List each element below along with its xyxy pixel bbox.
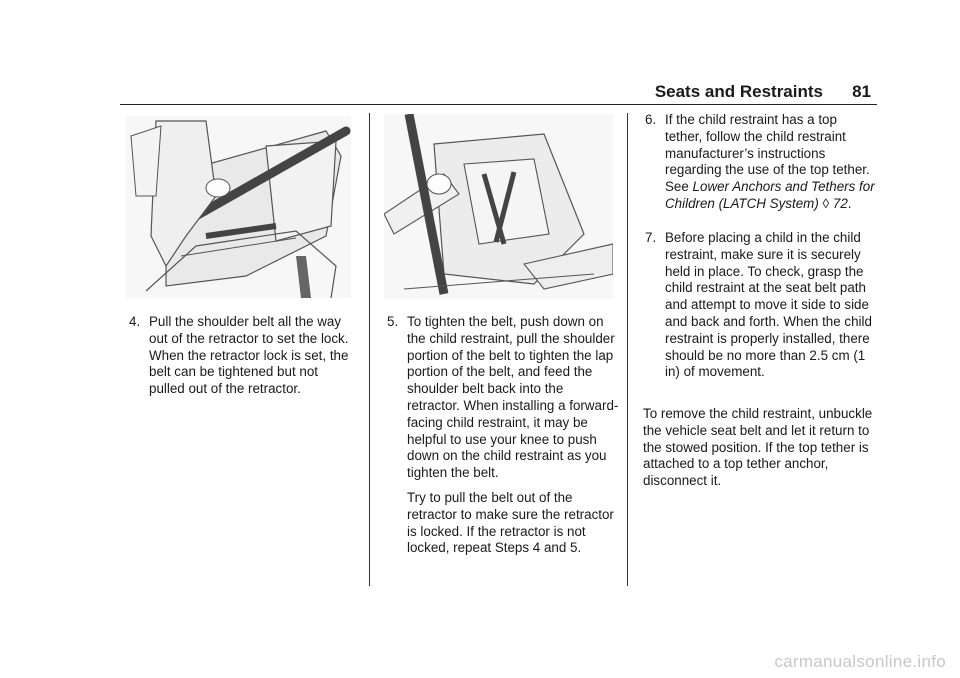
step-6: [645, 112, 877, 213]
step-4: [129, 314, 354, 398]
step-6-text-before: If the child restraint has a top tether, follow the child restraint manufacturer’s instructions regarding the use of the top tether. See: [665, 112, 870, 195]
page-header: [120, 76, 877, 105]
step-number: 4.: [129, 314, 141, 329]
step-5: [387, 314, 619, 482]
watermark: carmanualsonline.info: [774, 652, 946, 671]
step-text: Before placing a child in the child restraint, make sure it is securely held in place. To check, grasp the child restraint at the seat belt path and attempt to move it side to side and back and forth. When the child restraint is properly installed, there should be no more than 2.5 cm (1 in) of movement.: [665, 230, 872, 380]
column-divider-2: [627, 113, 628, 586]
illustration-shoulder-belt-pull: [126, 116, 351, 298]
ref-page[interactable]: 72: [832, 195, 848, 211]
removal-paragraph: To remove the child restraint, unbuckle the vehicle seat belt and let it return to the stowed position. If the top tether is attached to a top tether anchor, disconnect it.: [643, 406, 873, 489]
step-number: 6.: [645, 112, 657, 127]
page-number: 81: [852, 82, 871, 101]
step-number: 7.: [645, 230, 657, 245]
section-title: Seats and Restraints: [654, 82, 823, 101]
step-text: [665, 112, 877, 213]
column-divider-1: [369, 113, 370, 586]
step-text: To tighten the belt, push down on the child restraint, pull the shoulder portion of the belt to tighten the lap portion of the belt, and feed the shoulder belt back into the retractor. When installing a forward-facing child restraint, it may be helpful to use your knee to push down on the child restraint as you tighten the belt.: [407, 314, 619, 481]
step-text: Pull the shoulder belt all the way out of the retractor to set the lock. When the retractor lock is set, the belt can be tightened but not pulled out of the retractor.: [149, 314, 349, 397]
ref-symbol: ◊: [822, 195, 830, 211]
step-5-followup: Try to pull the belt out of the retractor to make sure the retractor is locked. If the retractor is not locked, repeat Steps 4 and 5.: [407, 490, 614, 556]
step-7: [645, 230, 877, 381]
illustration-tighten-belt: [384, 114, 613, 299]
step-number: 5.: [387, 314, 399, 329]
step-6-text-after: .: [847, 195, 852, 211]
cross-reference-link[interactable]: Lower Anchors and Tethers for Children (LATCH System): [665, 179, 875, 211]
